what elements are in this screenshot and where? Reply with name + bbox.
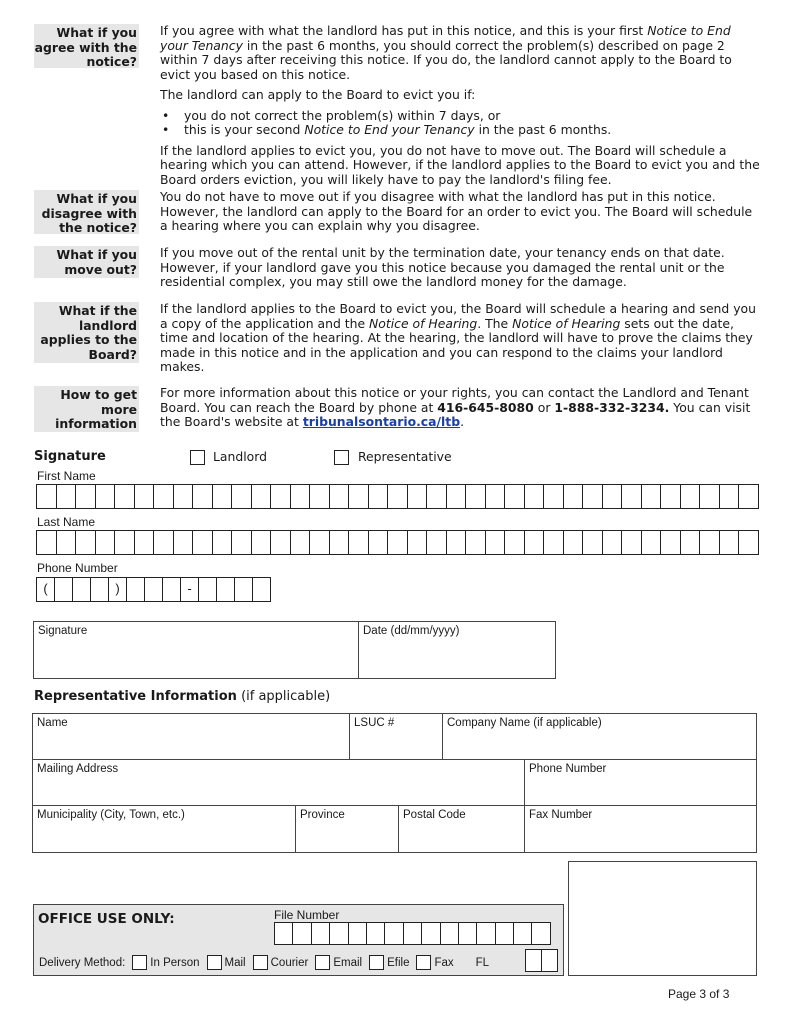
char-cell[interactable]	[135, 485, 155, 508]
char-cell[interactable]	[408, 485, 428, 508]
char-cell[interactable]	[232, 485, 252, 508]
answer-paragraph: If the landlord applies to evict you, you do not have to move out. The Board will schedule a hearing which you can attend. However, if the landlord applies to the Board to evict you and the Board orders eviction, you will likely have to pay the landlord's filing fee.	[160, 142, 760, 187]
delivery-fax-label: Fax	[434, 956, 454, 969]
rep-phone-label: Phone Number	[529, 763, 607, 775]
char-cell[interactable]	[174, 531, 194, 554]
char-cell[interactable]	[739, 485, 759, 508]
rep-mailing-box[interactable]	[32, 759, 525, 806]
char-cell[interactable]	[135, 531, 155, 554]
rep-info-title-suffix: (if applicable)	[241, 689, 331, 704]
char-cell[interactable]	[422, 923, 440, 944]
char-cell[interactable]	[193, 531, 213, 554]
phone-number-text: 1-888-332-3234.	[554, 399, 670, 415]
answer-paragraph: If you move out of the rental unit by the termination date, your tenancy ends on that date. However, if your landlord gave you this notice because you damaged the rental unit or the residential complex, you may still owe the landlord money for the damage.	[160, 245, 725, 289]
date-box[interactable]	[358, 621, 556, 679]
qa-question-4: What if the landlord applies to the Board?	[34, 302, 139, 363]
first-name-label: First Name	[37, 469, 96, 483]
char-cell[interactable]	[404, 923, 422, 944]
fl-field[interactable]	[525, 949, 558, 972]
char-cell[interactable]	[622, 485, 642, 508]
char-cell[interactable]	[525, 531, 545, 554]
char-cell[interactable]	[291, 531, 311, 554]
char-cell[interactable]	[603, 485, 623, 508]
italic-text: Notice of Hearing	[369, 315, 478, 331]
char-cell[interactable]	[514, 923, 532, 944]
char-cell[interactable]	[496, 923, 514, 944]
char-cell[interactable]	[252, 485, 272, 508]
date-box-label: Date (dd/mm/yyyy)	[363, 625, 460, 637]
answer-bullet-list	[160, 109, 760, 138]
char-cell[interactable]	[459, 923, 477, 944]
char-cell[interactable]	[388, 531, 408, 554]
landlord-checkbox[interactable]	[190, 450, 205, 465]
char-cell[interactable]	[252, 531, 272, 554]
char-cell[interactable]	[96, 531, 116, 554]
delivery-efile-checkbox[interactable]	[369, 955, 384, 970]
phone-number-text: 416-645-8080	[437, 399, 534, 415]
char-cell[interactable]: -	[181, 578, 199, 601]
char-cell[interactable]	[720, 531, 740, 554]
char-cell[interactable]	[388, 485, 408, 508]
char-cell[interactable]: (	[37, 578, 55, 601]
char-cell[interactable]	[544, 531, 564, 554]
char-cell[interactable]	[427, 531, 447, 554]
signature-section-title: Signature	[34, 449, 106, 464]
answer-paragraph: For more information about this notice or your rights, you can contact the Landlord and Tenant Board. You can reach the Board by phone at 416-645-8080 or 1-888-332-3234. You can visit the Board's website at tribunalsontario.ca/ltb.	[160, 385, 751, 429]
rep-fax-label: Fax Number	[529, 809, 593, 821]
char-cell[interactable]	[310, 485, 330, 508]
delivery-email-label: Email	[333, 956, 363, 969]
char-cell[interactable]	[174, 485, 194, 508]
char-cell[interactable]	[217, 578, 235, 601]
char-cell[interactable]	[213, 485, 233, 508]
office-stamp-box	[568, 861, 757, 976]
italic-text: Notice to End your Tenancy	[160, 23, 731, 53]
char-cell[interactable]	[739, 531, 759, 554]
char-cell[interactable]	[681, 485, 701, 508]
char-cell[interactable]	[661, 485, 681, 508]
char-cell[interactable]	[583, 485, 603, 508]
char-cell[interactable]	[505, 531, 525, 554]
char-cell[interactable]	[37, 531, 57, 554]
rep-lsuc-box[interactable]	[349, 713, 443, 760]
delivery-method-label: Delivery Method:	[39, 956, 126, 969]
answer-bullet-item: • you do not correct the problem(s) within 7 days, or	[160, 109, 760, 124]
rep-name-box[interactable]	[32, 713, 350, 760]
qa-answer-3	[160, 246, 760, 296]
office-use-panel	[33, 904, 564, 976]
rep-info-title-main: Representative Information	[34, 689, 237, 704]
delivery-in-person-checkbox[interactable]	[132, 955, 147, 970]
phone-number-field[interactable]	[36, 577, 271, 602]
page-number: Page 3 of 3	[668, 987, 730, 1001]
char-cell[interactable]	[532, 923, 550, 944]
landlord-checkbox-label: Landlord	[213, 449, 267, 464]
char-cell[interactable]	[73, 578, 91, 601]
answer-paragraph: If you agree with what the landlord has put in this notice, and this is your first Notice to End your Tenancy in the past 6 months, you should correct the problem(s) described on page 2 within 7 days after receiving this notice. If you do, the landlord cannot apply to the Board to evict you based on this notice.	[160, 23, 732, 82]
char-cell[interactable]	[369, 531, 389, 554]
char-cell[interactable]	[505, 485, 525, 508]
char-cell[interactable]	[466, 485, 486, 508]
char-cell[interactable]	[55, 578, 73, 601]
char-cell[interactable]	[544, 485, 564, 508]
char-cell[interactable]	[193, 485, 213, 508]
char-cell[interactable]	[232, 531, 252, 554]
char-cell[interactable]	[253, 578, 271, 601]
char-cell[interactable]	[369, 485, 389, 508]
char-cell[interactable]	[76, 485, 96, 508]
char-cell[interactable]	[115, 485, 135, 508]
answer-bullet-item: • this is your second Notice to End your Tenancy in the past 6 months.	[160, 123, 760, 138]
first-name-field[interactable]	[36, 484, 759, 509]
char-cell[interactable]	[154, 485, 174, 508]
char-cell[interactable]	[622, 531, 642, 554]
rep-company-box[interactable]	[442, 713, 757, 760]
char-cell[interactable]	[145, 578, 163, 601]
delivery-mail-label: Mail	[224, 956, 246, 969]
answer-paragraph: You do not have to move out if you disagree with what the landlord has put in this notice. However, the landlord can apply to the Board for an order to evict you. The Board will schedule a hearing where you can explain why you disagree.	[160, 189, 753, 233]
rep-fax-box[interactable]	[524, 805, 757, 853]
rep-info-title	[34, 689, 330, 704]
char-cell[interactable]	[330, 923, 348, 944]
char-cell[interactable]	[466, 531, 486, 554]
delivery-mail-checkbox[interactable]	[207, 955, 222, 970]
qa-answer-5	[160, 386, 760, 436]
char-cell[interactable]	[235, 578, 253, 601]
char-cell[interactable]	[91, 578, 109, 601]
char-cell[interactable]	[441, 923, 459, 944]
rep-postal-label: Postal Code	[403, 809, 466, 821]
char-cell[interactable]	[163, 578, 181, 601]
char-cell[interactable]	[681, 531, 701, 554]
qa-question-1: What if you agree with the notice?	[34, 25, 137, 69]
fl-label: FL	[475, 956, 490, 969]
rep-province-label: Province	[300, 809, 345, 821]
rep-company-label: Company Name (if applicable)	[447, 717, 602, 729]
char-cell[interactable]	[427, 485, 447, 508]
rep-postal-box[interactable]	[398, 805, 525, 853]
char-cell[interactable]	[275, 923, 293, 944]
char-cell[interactable]	[271, 531, 291, 554]
char-cell[interactable]	[154, 531, 174, 554]
char-cell[interactable]	[564, 485, 584, 508]
char-cell[interactable]	[542, 950, 558, 971]
signature-box[interactable]	[33, 621, 359, 679]
char-cell[interactable]	[96, 485, 116, 508]
char-cell[interactable]	[661, 531, 681, 554]
phone-number-label: Phone Number	[37, 561, 118, 575]
char-cell[interactable]	[291, 485, 311, 508]
char-cell[interactable]	[115, 531, 135, 554]
delivery-efile-label: Efile	[387, 956, 410, 969]
char-cell[interactable]	[127, 578, 145, 601]
board-website-link[interactable]: tribunalsontario.ca/ltb	[302, 414, 461, 429]
char-cell[interactable]	[525, 485, 545, 508]
rep-lsuc-label: LSUC #	[354, 717, 395, 729]
file-number-label: File Number	[274, 908, 340, 922]
char-cell[interactable]	[447, 485, 467, 508]
delivery-fax-checkbox[interactable]	[416, 955, 431, 970]
rep-phone-box[interactable]	[524, 759, 757, 806]
char-cell[interactable]	[447, 531, 467, 554]
char-cell[interactable]: )	[109, 578, 127, 601]
italic-text: Notice to End your Tenancy	[304, 122, 475, 137]
qa-answer-1	[160, 24, 760, 193]
char-cell[interactable]	[486, 531, 506, 554]
char-cell[interactable]	[76, 531, 96, 554]
qa-question-3: What if you move out?	[34, 246, 139, 278]
last-name-label: Last Name	[37, 515, 96, 529]
delivery-courier-label: Courier	[270, 956, 309, 969]
file-number-field[interactable]	[274, 922, 551, 945]
italic-text: Notice of Hearing	[512, 315, 621, 331]
char-cell[interactable]	[57, 485, 77, 508]
qa-question-5: How to get more information	[34, 386, 139, 432]
qa-answer-2	[160, 190, 760, 240]
char-cell[interactable]	[37, 485, 57, 508]
rep-province-box[interactable]	[295, 805, 399, 853]
delivery-in-person-label: In Person	[150, 956, 200, 969]
qa-question-2: What if you disagree with the notice?	[34, 190, 139, 234]
delivery-courier-checkbox[interactable]	[253, 955, 268, 970]
office-use-title: OFFICE USE ONLY:	[38, 911, 175, 927]
char-cell[interactable]	[199, 578, 217, 601]
char-cell[interactable]	[603, 531, 623, 554]
char-cell[interactable]	[583, 531, 603, 554]
rep-mailing-label: Mailing Address	[37, 763, 119, 775]
char-cell[interactable]	[642, 531, 662, 554]
rep-municipality-box[interactable]	[32, 805, 296, 853]
last-name-field[interactable]	[36, 530, 759, 555]
char-cell[interactable]	[408, 531, 428, 554]
char-cell[interactable]	[349, 531, 369, 554]
char-cell[interactable]	[367, 923, 385, 944]
signature-box-label: Signature	[38, 625, 88, 637]
delivery-email-checkbox[interactable]	[315, 955, 330, 970]
char-cell[interactable]	[349, 485, 369, 508]
delivery-method-row	[39, 955, 489, 970]
char-cell[interactable]	[310, 531, 330, 554]
answer-paragraph: The landlord can apply to the Board to evict you if:	[160, 87, 476, 102]
rep-municipality-label: Municipality (City, Town, etc.)	[37, 809, 185, 821]
char-cell[interactable]	[312, 923, 330, 944]
rep-name-label: Name	[37, 717, 68, 729]
char-cell[interactable]	[477, 923, 495, 944]
char-cell[interactable]	[700, 531, 720, 554]
char-cell[interactable]	[213, 531, 233, 554]
char-cell[interactable]	[526, 950, 542, 971]
answer-paragraph: If the landlord applies to the Board to evict you, the Board will schedule a hearing and send you a copy of the application and the Notice of Hearing. The Notice of Hearing sets out the date, time and location of the hearing. At the hearing, the landlord will have to prove the claims they made in this notice and in the application and you can respond to the claims your landlord makes.	[160, 301, 756, 374]
char-cell[interactable]	[385, 923, 403, 944]
char-cell[interactable]	[293, 923, 311, 944]
qa-answer-4	[160, 302, 760, 381]
char-cell[interactable]	[642, 485, 662, 508]
char-cell[interactable]	[700, 485, 720, 508]
representative-checkbox[interactable]	[334, 450, 349, 465]
char-cell[interactable]	[564, 531, 584, 554]
char-cell[interactable]	[57, 531, 77, 554]
char-cell[interactable]	[330, 531, 350, 554]
char-cell[interactable]	[720, 485, 740, 508]
char-cell[interactable]	[330, 485, 350, 508]
representative-checkbox-label: Representative	[358, 449, 452, 464]
char-cell[interactable]	[271, 485, 291, 508]
char-cell[interactable]	[349, 923, 367, 944]
char-cell[interactable]	[486, 485, 506, 508]
